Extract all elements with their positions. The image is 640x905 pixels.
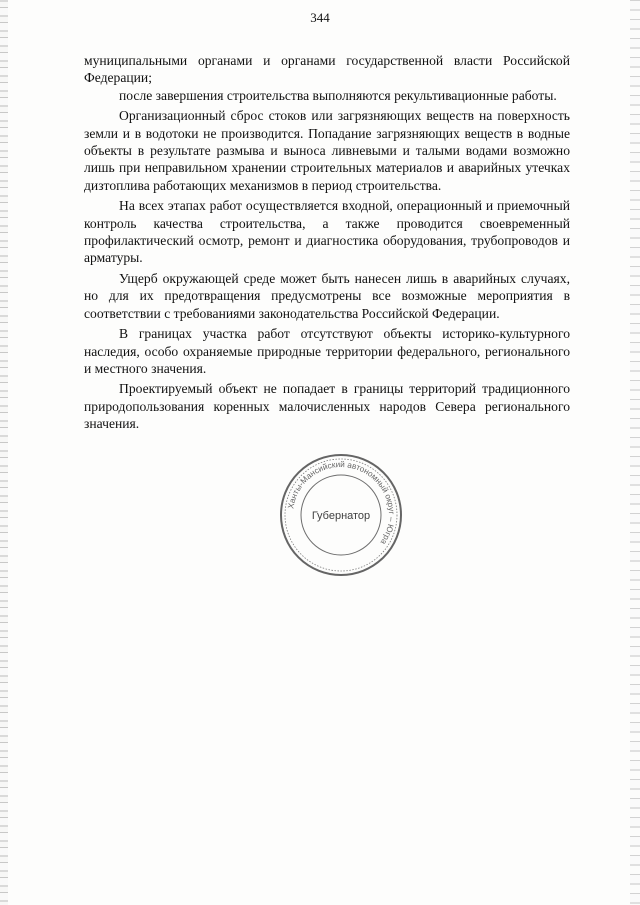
- scan-edge-right: [630, 0, 640, 905]
- paragraph-3: Организационный сброс стоков или загрязняющих веществ на поверхность земли и в водотоки не производится. Попадание загрязняющих веществ в водные объекты в результате размыва и выноса ливневыми и талыми водами возможно лишь при неправильном хранении строительных материалов и аварийных утечках дизтоплива работающих механизмов в период строительства.: [84, 108, 570, 193]
- paragraph-4: На всех этапах работ осуществляется входной, операционный и приемочный контроль качества строительства, а также проводится своевременный профилактический осмотр, ремонт и диагностика оборудования, трубопроводов и арматуры.: [84, 198, 570, 266]
- paragraph-5: Ущерб окружающей среде может быть нанесен лишь в аварийных случаях, но для их предотвращения предусмотрены все возможные мероприятия в соответствии с требованиями законодательства Российской Федерации.: [84, 270, 570, 321]
- seal-center-text: Губернатор: [311, 510, 371, 522]
- paragraph-6: В границах участка работ отсутствуют объекты историко-культурного наследия, особо охраняемые природные территории федерального, регионального и местного значения.: [84, 326, 570, 376]
- scan-edge-left: [0, 0, 8, 905]
- page-number: 344: [310, 10, 330, 25]
- paragraph-7: Проектируемый объект не попадает в границы территорий традиционного природопользования коренных малочисленных народов Севера регионального значения.: [84, 381, 570, 432]
- paragraph-1: муниципальными органами и органами государственной власти Российской Федерации;: [84, 53, 570, 86]
- seal-ring-text: Ханты-Мансийский автономный округ – Югра: [286, 459, 397, 547]
- official-seal-stamp: [276, 452, 406, 578]
- document-body: [84, 52, 570, 433]
- paragraph-2: после завершения строительства выполняются рекультивационные работы.: [119, 87, 557, 103]
